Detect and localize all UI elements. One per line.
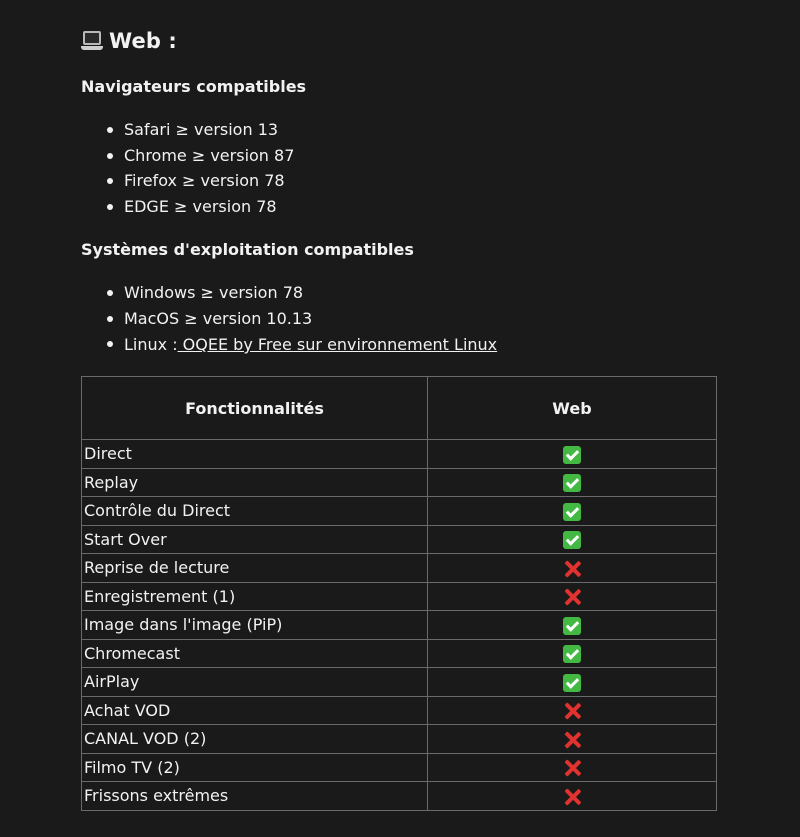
header-web: Web — [428, 377, 717, 440]
status-cell — [428, 782, 717, 811]
status-cell — [428, 440, 717, 469]
table-row — [82, 611, 717, 640]
table-row — [82, 696, 717, 725]
check-icon — [563, 617, 581, 635]
check-icon — [563, 474, 581, 492]
table-header-row — [82, 377, 717, 440]
feature-cell: Filmo TV (2) — [82, 753, 428, 782]
features-table — [81, 376, 717, 811]
list-item: EDGE ≥ version 78 — [107, 194, 294, 220]
cross-icon — [563, 759, 581, 777]
feature-cell: Start Over — [82, 525, 428, 554]
list-item: Safari ≥ version 13 — [107, 117, 294, 143]
table-row — [82, 497, 717, 526]
table-row — [82, 668, 717, 697]
section-title: Web : — [109, 29, 177, 53]
feature-cell: Chromecast — [82, 639, 428, 668]
status-cell — [428, 639, 717, 668]
linux-link[interactable]: OQEE by Free sur environnement Linux — [177, 335, 498, 354]
table-row — [82, 440, 717, 469]
feature-cell: Image dans l'image (PiP) — [82, 611, 428, 640]
status-cell — [428, 497, 717, 526]
check-icon — [563, 645, 581, 663]
feature-cell: Achat VOD — [82, 696, 428, 725]
os-list — [107, 280, 497, 359]
check-icon — [563, 674, 581, 692]
table-row — [82, 725, 717, 754]
check-icon — [563, 446, 581, 464]
cross-icon — [563, 560, 581, 578]
laptop-icon — [81, 31, 103, 51]
cross-icon — [563, 788, 581, 806]
feature-cell: Enregistrement (1) — [82, 582, 428, 611]
status-cell — [428, 468, 717, 497]
check-icon — [563, 503, 581, 521]
list-item-linux — [107, 331, 497, 359]
status-cell — [428, 696, 717, 725]
browsers-title: Navigateurs compatibles — [81, 77, 307, 96]
feature-cell: Contrôle du Direct — [82, 497, 428, 526]
cross-icon — [563, 588, 581, 606]
feature-cell: AirPlay — [82, 668, 428, 697]
list-item: Windows ≥ version 78 — [107, 280, 497, 306]
browsers-list — [107, 117, 294, 219]
status-cell — [428, 611, 717, 640]
cross-icon — [563, 702, 581, 720]
list-item: Chrome ≥ version 87 — [107, 143, 294, 169]
feature-cell: CANAL VOD (2) — [82, 725, 428, 754]
status-cell — [428, 668, 717, 697]
table-row — [82, 639, 717, 668]
cross-icon — [563, 731, 581, 749]
list-item: MacOS ≥ version 10.13 — [107, 306, 497, 332]
table-row — [82, 554, 717, 583]
table-row — [82, 582, 717, 611]
feature-cell: Direct — [82, 440, 428, 469]
list-item: Firefox ≥ version 78 — [107, 168, 294, 194]
table-row — [82, 468, 717, 497]
feature-cell: Reprise de lecture — [82, 554, 428, 583]
check-icon — [563, 531, 581, 549]
status-cell — [428, 753, 717, 782]
status-cell — [428, 725, 717, 754]
status-cell — [428, 525, 717, 554]
header-features: Fonctionnalités — [82, 377, 428, 440]
table-row — [82, 753, 717, 782]
os-title: Systèmes d'exploitation compatibles — [81, 240, 414, 259]
section-heading — [81, 26, 177, 56]
feature-cell: Replay — [82, 468, 428, 497]
feature-cell: Frissons extrêmes — [82, 782, 428, 811]
status-cell — [428, 554, 717, 583]
status-cell — [428, 582, 717, 611]
table-row — [82, 782, 717, 811]
linux-prefix: Linux : — [124, 335, 178, 354]
table-row — [82, 525, 717, 554]
